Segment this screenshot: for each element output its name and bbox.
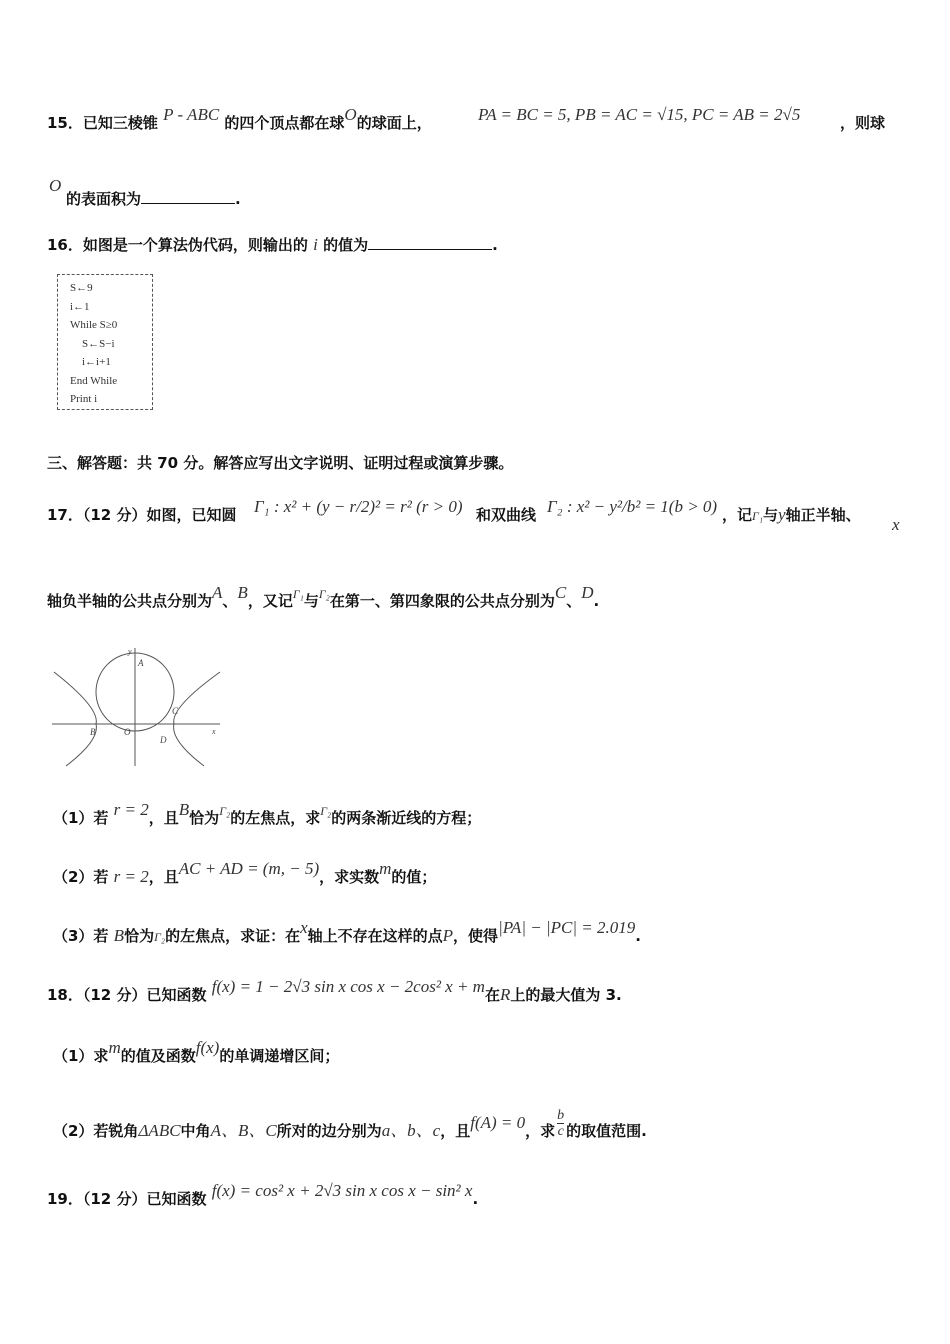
q17-part1: （1）若 r = 2，且B恰为$^{\Gamma_2}$的左焦点，求$^{\Gamma_2}$的两条渐近线的方程； bbox=[53, 800, 482, 827]
hyperbola-right-branch bbox=[174, 672, 220, 766]
q15-number: 15． bbox=[47, 114, 83, 132]
math-f19: f(x) = cos² x + 2√3 sin x cos x − sin² x bbox=[211, 1181, 473, 1200]
code-line: Print i bbox=[70, 393, 98, 405]
q17-part3: （3）若 B恰为Γ₂的左焦点，求证：在x轴上不存在这样的点P，使得|PA| − |PC| = 2.019. bbox=[53, 918, 641, 945]
q18-number: 18． bbox=[47, 986, 83, 1004]
q17-line1: 17．（12 分）如图，已知圆 bbox=[47, 506, 237, 524]
fraction-b-over-c: $\frac{b}{c}$ bbox=[557, 1108, 565, 1139]
label-a: A bbox=[138, 658, 144, 668]
q15-tail: ，则球 bbox=[840, 114, 886, 132]
pseudocode-box bbox=[57, 274, 153, 410]
q15-line2: 的表面积为 . bbox=[66, 190, 241, 208]
label-d: D bbox=[160, 735, 167, 745]
code-line: End While bbox=[70, 374, 118, 387]
q17-line1-tail: ，记Γ₁与y轴正半轴、 bbox=[722, 505, 861, 524]
q16-number: 16． bbox=[47, 236, 83, 254]
math-sphere-o: O bbox=[344, 105, 357, 124]
code-line: i←1 bbox=[70, 300, 90, 313]
q17-number: 17． bbox=[47, 506, 83, 524]
code-line: i←i+1 bbox=[82, 356, 111, 368]
answer-blank-15[interactable] bbox=[141, 189, 235, 204]
section-heading: 三、解答题：共 70 分。解答应写出文字说明、证明过程或演算步骤。 bbox=[47, 454, 514, 472]
label-x: x bbox=[212, 727, 216, 736]
label-c: C bbox=[172, 706, 179, 716]
math-sphere-o2: O bbox=[49, 176, 62, 195]
hyperbola-left-branch bbox=[54, 672, 96, 766]
code-line: S←9 bbox=[70, 282, 93, 294]
q18-part2: （2）若锐角ΔABC中角A、B、C所对的边分别为a、b、c，且f(A) = 0，求 $\frac{b}{c}$ 的取值范围. bbox=[53, 1108, 647, 1140]
math-f18: f(x) = 1 − 2√3 sin x cos x − 2cos² x + m bbox=[211, 977, 485, 996]
label-b: B bbox=[90, 727, 96, 737]
q17-part2: （2）若 r = 2，且AC + AD = (m, − 5)，求实数m的值； bbox=[53, 859, 437, 886]
q15-line1: 15．已知三棱锥 P - ABC 的四个顶点都在球O的球面上， bbox=[47, 105, 432, 132]
code-line: S←S−i bbox=[82, 337, 115, 350]
q15-edges-condition: PA = BC = 5, PB = AC = √15, PC = AB = 2√5 bbox=[478, 105, 801, 124]
q16-line: 16．如图是一个算法伪代码，则输出的 i 的值为 . bbox=[47, 235, 498, 254]
label-y: y bbox=[128, 647, 132, 656]
math-pyramid: P - ABC bbox=[163, 105, 220, 124]
answer-blank-16[interactable] bbox=[368, 235, 492, 250]
code-line: While S≥0 bbox=[70, 319, 118, 331]
math-circle-eq: Γ₁ : x² + (y − r/2)² = r² (r > 0) bbox=[254, 497, 463, 516]
label-o: O bbox=[124, 727, 131, 737]
q18-part1: （1）求m的值及函数f(x)的单调递增区间； bbox=[53, 1038, 340, 1065]
q17-figure bbox=[52, 644, 230, 770]
math-hyperbola-eq: Γ₂ : x² − y²/b² = 1(b > 0) bbox=[547, 497, 718, 516]
q19-number: 19． bbox=[47, 1190, 83, 1208]
q19-line: 19．（12 分）已知函数 f(x) = cos² x + 2√3 sin x cos x − sin² x. bbox=[47, 1181, 479, 1208]
q17-line2: 轴负半轴的公共点分别为A、B，又记$^{\Gamma_1}$与$^{\Gamma_2}$在第一、第四象限的公共点分别为C、D. bbox=[47, 583, 600, 610]
q18-line1: 18．（12 分）已知函数 f(x) = 1 − 2√3 sin x cos x − 2cos² x + m在R上的最大值为 3. bbox=[47, 977, 622, 1004]
